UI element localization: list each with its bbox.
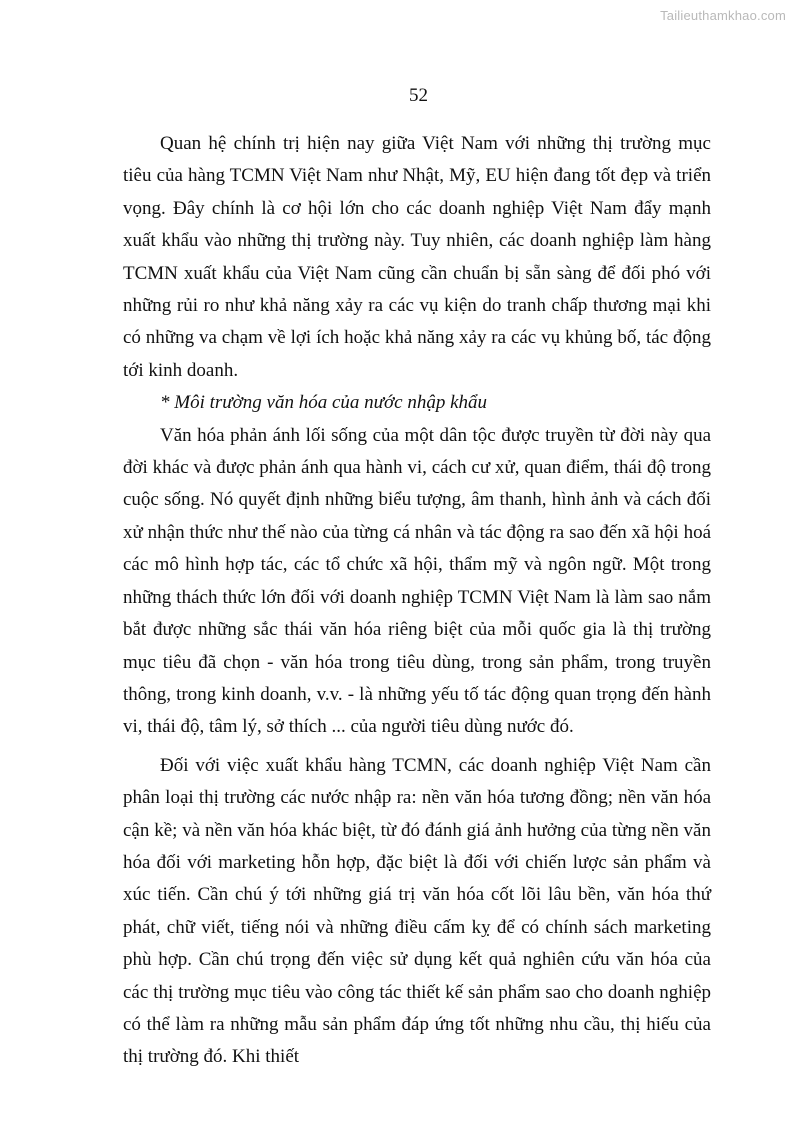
page-number: 52	[409, 85, 428, 106]
paragraph-export-culture: Đối với việc xuất khẩu hàng TCMN, các doanh nghiệp Việt Nam cần phân loại thị trường các nước nhập ra: nền văn hóa tương đồng; nền văn hóa cận kề; và nền văn hóa khác biệt, từ đó đánh giá ảnh hưởng của từng nền văn hóa đối với marketing hỗn hợp, đặc biệt là đối với chiến lược sản phẩm và xúc tiến. Cần chú ý tới những giá trị văn hóa cốt lõi lâu bền, văn hóa thứ phát, chữ viết, tiếng nói và những điều cấm kỵ để có chính sách marketing phù hợp. Cần chú trọng đến việc sử dụng kết quả nghiên cứu văn hóa của các thị trường mục tiêu vào công tác thiết kế sản phẩm sao cho doanh nghiệp có thể làm ra những mẫu sản phẩm đáp ứng tốt những nhu cầu, thị hiếu của thị trường đó. Khi thiết	[123, 754, 711, 1068]
section-subheading: * Môi trường văn hóa của nước nhập khẩu	[160, 392, 488, 414]
watermark-text: Tailieuthamkhao.com	[660, 8, 786, 23]
document-body	[123, 128, 711, 1074]
paragraph-culture-definition: Văn hóa phản ánh lối sống của một dân tộc được truyền từ đời này qua đời khác và được phản ánh qua hành vi, cách cư xử, quan điểm, thái độ trong cuộc sống. Nó quyết định những biểu tượng, âm thanh, hình ảnh và cách đối xử nhận thức như thế nào của từng cá nhân và tác động ra sao đến xã hội hoá các mô hình hợp tác, các tổ chức xã hội, thẩm mỹ và ngôn ngữ. Một trong những thách thức lớn đối với doanh nghiệp TCMN Việt Nam là làm sao nắm bắt được những sắc thái văn hóa riêng biệt của mỗi quốc gia là thị trường mục tiêu đã chọn - văn hóa trong tiêu dùng, trong sản phẩm, trong truyền thông, trong kinh doanh, v.v. - là những yếu tố tác động quan trọng đến hành vi, thái độ, tâm lý, sở thích ... của người tiêu dùng nước đó.	[123, 424, 711, 738]
paragraph-political-relations: Quan hệ chính trị hiện nay giữa Việt Nam với những thị trường mục tiêu của hàng TCMN Việt Nam như Nhật, Mỹ, EU hiện đang tốt đẹp và triển vọng. Đây chính là cơ hội lớn cho các doanh nghiệp Việt Nam đẩy mạnh xuất khẩu vào những thị trường này. Tuy nhiên, các doanh nghiệp làm hàng TCMN xuất khẩu của Việt Nam cũng cần chuẩn bị sẵn sàng để đối phó với những rủi ro như khả năng xảy ra các vụ kiện do tranh chấp thương mại khi có những va chạm về lợi ích hoặc khả năng xảy ra các vụ khủng bố, tác động tới kinh doanh.	[123, 133, 711, 381]
